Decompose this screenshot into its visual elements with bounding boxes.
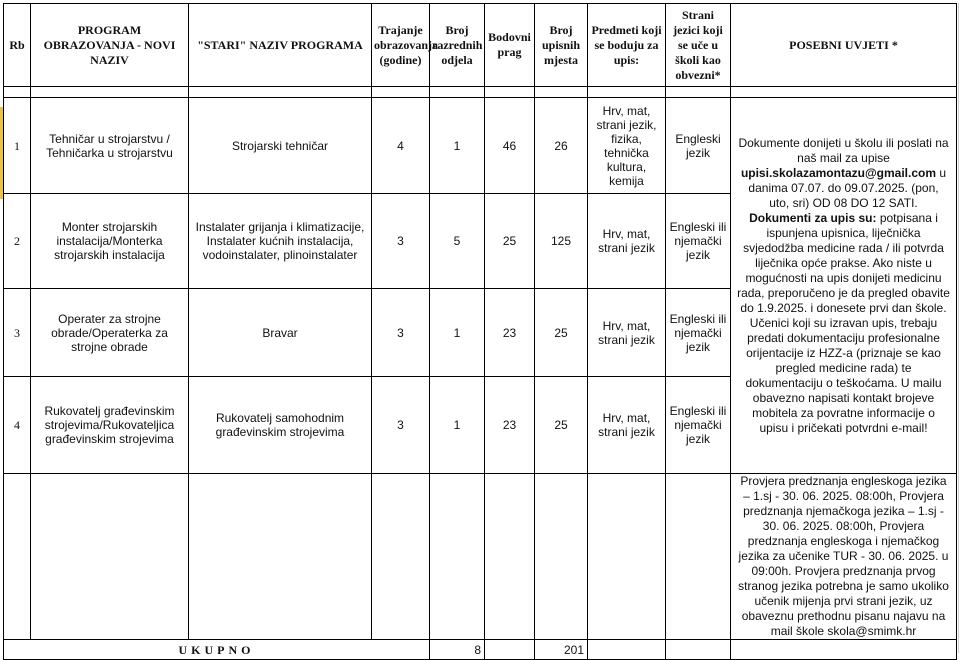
conditions-dates: u danima 07.07. do 09.07.2025. (pon, uto, sri) OD 08 DO 12 SATI. — [748, 165, 947, 210]
cell-stari-naziv: Rukovatelj samohodnim građevinskim strojevima — [189, 377, 372, 474]
cell-program: Tehničar u strojarstvu / Tehničarka u strojarstvu — [31, 98, 189, 194]
enrollment-table — [3, 3, 957, 660]
cell-program: Monter strojarskih instalacija/Monterka strojarskih instalacija — [31, 194, 189, 289]
cell-prag: 25 — [485, 194, 535, 289]
header-prag: Bodovni prag — [485, 4, 535, 87]
language-test-note: Provjera predznanja engleskoga jezika – 1.sj - 30. 06. 2025. 08:00h, Provjera predznanja njemačkoga jezika – 1.sj - 30. 06. 2025. 08:00h, Provjera predznanja engleskoga i njemačkog jezika za učenike TUR - 30. 06. 2025. u 09:00h. Provjera predznanja prvog stranog jezika potrebna je samo ukoliko učenik mijenja prvi strani jezik, uz obaveznu prethodnu pisanu najavu na mail škole skola@smimk.hr — [731, 474, 957, 640]
cell-rb: 1 — [4, 98, 31, 194]
cell-prag: 23 — [485, 289, 535, 377]
spacer-row — [4, 87, 957, 98]
cell-trajanje: 3 — [372, 289, 430, 377]
cell-mjesta: 125 — [535, 194, 588, 289]
header-program: PROGRAM OBRAZOVANJA - NOVI NAZIV — [31, 4, 189, 87]
conditions-documents: potpisana i ispunjena upisnica, liječnička svjedodžba medicine rada / ili potvrda liječnika opće prakse. Ako niste u mogućnosti na upis donijeti medicinu rada, preporučeno je da pregled obavite do 1.9.2025. i donesete prvi dan škole. Učenici koji su izravan upis, trebaju predati dokumentaciju profesionalne orijentacije iz HZZ-a (priznaje se kao pregled medicine rada) te dokumentaciju o teškoćama. U mailu obavezno napisati kontakt brojeve mobitela za povratne informacije o upisu i pričekati potvrdni e-mail! — [737, 210, 950, 435]
cell-stari-naziv: Instalater grijanja i klimatizacije, Instalater kućnih instalacija, vodoinstalater, plinoinstalater — [189, 194, 372, 289]
cell-trajanje: 4 — [372, 98, 430, 194]
header-stari-naziv: "STARI" NAZIV PROGRAMA — [189, 4, 372, 87]
cell-trajanje: 3 — [372, 194, 430, 289]
cell-trajanje: 3 — [372, 377, 430, 474]
cell-prag: 23 — [485, 377, 535, 474]
cell-predmeti: Hrv, mat, strani jezik, fizika, tehnička kultura, kemija — [588, 98, 666, 194]
cell-predmeti: Hrv, mat, strani jezik — [588, 194, 666, 289]
cell-razredi: 1 — [430, 98, 485, 194]
cell-stari-naziv: Bravar — [189, 289, 372, 377]
cell-mjesta: 25 — [535, 377, 588, 474]
cell-rb: 3 — [4, 289, 31, 377]
total-label: UKUPNO — [4, 640, 430, 660]
header-jezici: Strani jezici koji se uče u školi kao obvezni* — [666, 4, 731, 87]
cell-rb: 2 — [4, 194, 31, 289]
header-row — [4, 4, 957, 87]
documents-heading: Dokumenti za upis su: — [749, 210, 877, 225]
cell-mjesta: 26 — [535, 98, 588, 194]
cell-mjesta: 25 — [535, 289, 588, 377]
cell-rb: 4 — [4, 377, 31, 474]
cell-razredi: 1 — [430, 289, 485, 377]
total-razredi: 8 — [430, 640, 485, 660]
cell-stari-naziv: Strojarski tehničar — [189, 98, 372, 194]
cell-jezici: Engleski ili njemački jezik — [666, 289, 731, 377]
conditions-intro: Dokumente donijeti u školu ili poslati na naš mail za upise — [738, 135, 949, 165]
table-row — [4, 98, 957, 194]
upis-email: upisi.skolazamontazu@gmail.com — [740, 165, 937, 180]
header-mjesta: Broj upisnih mjesta — [535, 4, 588, 87]
header-uvjeti: POSEBNI UVJETI * — [731, 4, 957, 87]
header-predmeti: Predmeti koji se boduju za upis: — [588, 4, 666, 87]
cell-prag: 46 — [485, 98, 535, 194]
total-mjesta: 201 — [535, 640, 588, 660]
cell-program: Rukovatelj građevinskim strojevima/Rukovateljica građevinskim strojevima — [31, 377, 189, 474]
header-razredi: Broj razrednih odjela — [430, 4, 485, 87]
header-rb: Rb — [4, 4, 31, 87]
cell-jezici: Engleski jezik — [666, 98, 731, 194]
special-conditions-cell — [731, 98, 957, 474]
cell-program: Operater za strojne obrade/Operaterka za strojne obrade — [31, 289, 189, 377]
cell-razredi: 1 — [430, 377, 485, 474]
cell-jezici: Engleski ili njemački jezik — [666, 194, 731, 289]
cell-predmeti: Hrv, mat, strani jezik — [588, 377, 666, 474]
sheet-gridline — [958, 3, 959, 653]
cell-razredi: 5 — [430, 194, 485, 289]
total-row — [4, 640, 957, 660]
cell-jezici: Engleski ili njemački jezik — [666, 377, 731, 474]
extra-row — [4, 474, 957, 640]
cell-predmeti: Hrv, mat, strani jezik — [588, 289, 666, 377]
header-trajanje: Trajanje obrazovanja (godine) — [372, 4, 430, 87]
